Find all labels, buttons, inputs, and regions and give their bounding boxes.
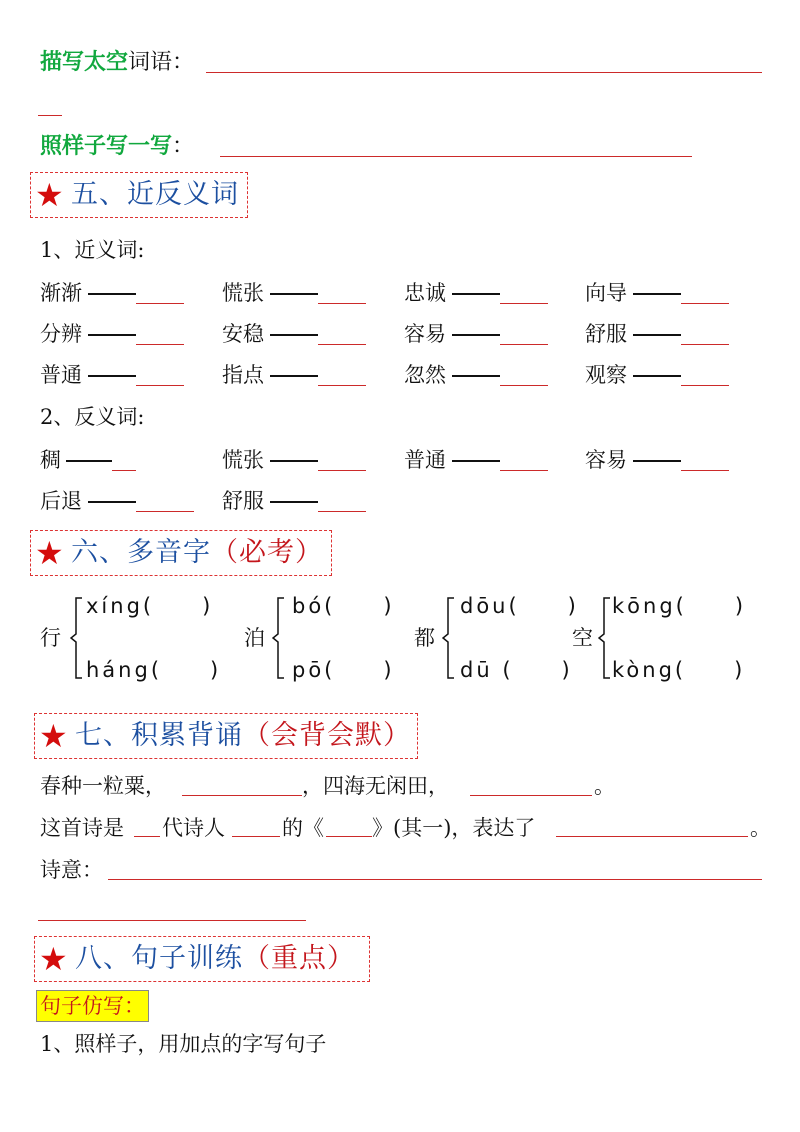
poet-blank[interactable] bbox=[232, 836, 280, 837]
answer-blank[interactable] bbox=[681, 303, 729, 304]
section-8-title-note: （重点） bbox=[243, 943, 355, 974]
synonym-word: 分辨 bbox=[40, 322, 82, 346]
answer-blank[interactable] bbox=[136, 385, 184, 386]
polyphone-bottom: kòng( ) bbox=[612, 658, 746, 682]
synonym-word: 安稳 bbox=[222, 322, 264, 346]
dash bbox=[633, 293, 681, 295]
star-icon: ★ bbox=[39, 940, 68, 978]
section-6-title-note: （必考） bbox=[211, 537, 323, 568]
antonym-word: 后退 bbox=[40, 489, 82, 513]
answer-blank[interactable] bbox=[318, 303, 366, 304]
polyphone-char: 泊 bbox=[244, 626, 265, 650]
poem-blank-2[interactable] bbox=[470, 795, 592, 796]
feeling-blank[interactable] bbox=[556, 836, 748, 837]
answer-blank[interactable] bbox=[500, 303, 548, 304]
polyphone-bottom: pō( ) bbox=[292, 658, 395, 682]
antonym-word: 普通 bbox=[404, 448, 446, 472]
section-6-title-main: 六、多音字 bbox=[71, 537, 211, 568]
dash bbox=[633, 334, 681, 336]
antonym-word: 慌张 bbox=[222, 448, 264, 472]
poem-line-1: 春种一粒粟， bbox=[40, 774, 166, 798]
space-words-blank-1[interactable] bbox=[206, 72, 762, 73]
brace-icon bbox=[272, 596, 288, 680]
polyphone-top: dōu( ) bbox=[460, 594, 579, 618]
polyphone-top: bó( ) bbox=[292, 594, 395, 618]
polyphone-bottom: dū ( ) bbox=[460, 658, 573, 682]
antonym-word: 容易 bbox=[585, 448, 627, 472]
star-icon: ★ bbox=[35, 176, 64, 214]
answer-blank[interactable] bbox=[681, 385, 729, 386]
synonym-word: 观察 bbox=[585, 363, 627, 387]
dynasty-blank[interactable] bbox=[134, 836, 160, 837]
answer-blank[interactable] bbox=[136, 303, 184, 304]
dash bbox=[452, 334, 500, 336]
meaning-blank-1[interactable] bbox=[108, 879, 762, 880]
synonym-word: 向导 bbox=[585, 281, 627, 305]
section-8-title-main: 八、句子训练 bbox=[75, 943, 243, 974]
polyphone-top: kōng( ) bbox=[612, 594, 747, 618]
example-label-colon: ： bbox=[172, 134, 195, 159]
section-8-title bbox=[75, 941, 355, 977]
section-6-title bbox=[71, 535, 323, 571]
dash bbox=[452, 293, 500, 295]
title-blank[interactable] bbox=[326, 836, 372, 837]
dash bbox=[633, 460, 681, 462]
poem-line-2: ，四海无闲田， bbox=[302, 774, 449, 798]
dash bbox=[270, 460, 318, 462]
dash bbox=[452, 460, 500, 462]
synonym-word: 舒服 bbox=[585, 322, 627, 346]
synonym-word: 慌张 bbox=[222, 281, 264, 305]
synonym-word: 渐渐 bbox=[40, 281, 82, 305]
poem-question-3: 的《 bbox=[282, 816, 324, 840]
polyphone-char: 都 bbox=[414, 626, 435, 650]
section-7-header bbox=[34, 713, 418, 759]
poem-question-1: 这首诗是 bbox=[40, 816, 124, 840]
dash bbox=[88, 375, 136, 377]
polyphone-top: xíng( ) bbox=[86, 594, 214, 618]
section-6-header bbox=[30, 530, 332, 576]
dash bbox=[270, 293, 318, 295]
dash bbox=[88, 501, 136, 503]
answer-blank[interactable] bbox=[318, 511, 366, 512]
antonym-label: 2、反义词: bbox=[40, 405, 145, 429]
example-label-green: 照样子写一写 bbox=[40, 133, 173, 159]
dash bbox=[88, 293, 136, 295]
space-words-label-rest: 词语： bbox=[128, 50, 195, 75]
dash bbox=[270, 501, 318, 503]
synonym-label: 1、近义词: bbox=[40, 238, 145, 262]
imitate-label: 句子仿写： bbox=[36, 990, 149, 1022]
dash bbox=[66, 460, 112, 462]
section-7-title-main: 七、积累背诵 bbox=[75, 720, 243, 751]
answer-blank[interactable] bbox=[681, 470, 729, 471]
dash bbox=[270, 334, 318, 336]
meaning-blank-2[interactable] bbox=[38, 920, 306, 921]
answer-blank[interactable] bbox=[500, 344, 548, 345]
section-5-header bbox=[30, 172, 248, 218]
answer-blank[interactable] bbox=[136, 344, 184, 345]
antonym-word: 舒服 bbox=[222, 489, 264, 513]
imitate-task: 1、照样子，用加点的字写句子 bbox=[40, 1032, 327, 1056]
answer-blank[interactable] bbox=[318, 385, 366, 386]
synonym-word: 忽然 bbox=[404, 363, 446, 387]
answer-blank[interactable] bbox=[136, 511, 194, 512]
star-icon: ★ bbox=[35, 534, 64, 572]
answer-blank[interactable] bbox=[500, 470, 548, 471]
poem-line-3: 。 bbox=[594, 774, 615, 798]
brace-icon bbox=[442, 596, 458, 680]
dash bbox=[452, 375, 500, 377]
answer-blank[interactable] bbox=[112, 470, 136, 471]
star-icon: ★ bbox=[39, 717, 68, 755]
space-words-label-green: 描写太空 bbox=[40, 49, 129, 75]
answer-blank[interactable] bbox=[681, 344, 729, 345]
poem-blank-1[interactable] bbox=[182, 795, 302, 796]
synonym-word: 忠诚 bbox=[404, 281, 446, 305]
section-5-title: 五、近反义词 bbox=[71, 179, 239, 210]
antonym-word: 稠 bbox=[40, 448, 61, 472]
synonym-word: 容易 bbox=[404, 322, 446, 346]
polyphone-bottom: háng( ) bbox=[86, 658, 222, 682]
dash bbox=[88, 334, 136, 336]
answer-blank[interactable] bbox=[318, 344, 366, 345]
space-words-label bbox=[40, 48, 194, 77]
example-label bbox=[40, 132, 194, 161]
poem-question-5: 。 bbox=[750, 816, 771, 840]
example-blank[interactable] bbox=[220, 156, 692, 157]
answer-blank[interactable] bbox=[500, 385, 548, 386]
polyphone-char: 空 bbox=[572, 626, 593, 650]
brace-icon bbox=[70, 596, 86, 680]
section-8-header bbox=[34, 936, 370, 982]
poem-question-2: 代诗人 bbox=[162, 816, 225, 840]
synonym-word: 指点 bbox=[222, 363, 264, 387]
dash bbox=[633, 375, 681, 377]
answer-blank[interactable] bbox=[318, 470, 366, 471]
dash bbox=[270, 375, 318, 377]
section-7-title-note: （会背会默） bbox=[243, 720, 411, 751]
polyphone-char: 行 bbox=[40, 626, 61, 650]
section-7-title bbox=[75, 718, 411, 754]
synonym-word: 普通 bbox=[40, 363, 82, 387]
space-words-blank-2[interactable] bbox=[38, 115, 62, 116]
poem-question-4: 》(其一)，表达了 bbox=[372, 816, 536, 840]
poem-meaning-label: 诗意： bbox=[40, 858, 103, 882]
